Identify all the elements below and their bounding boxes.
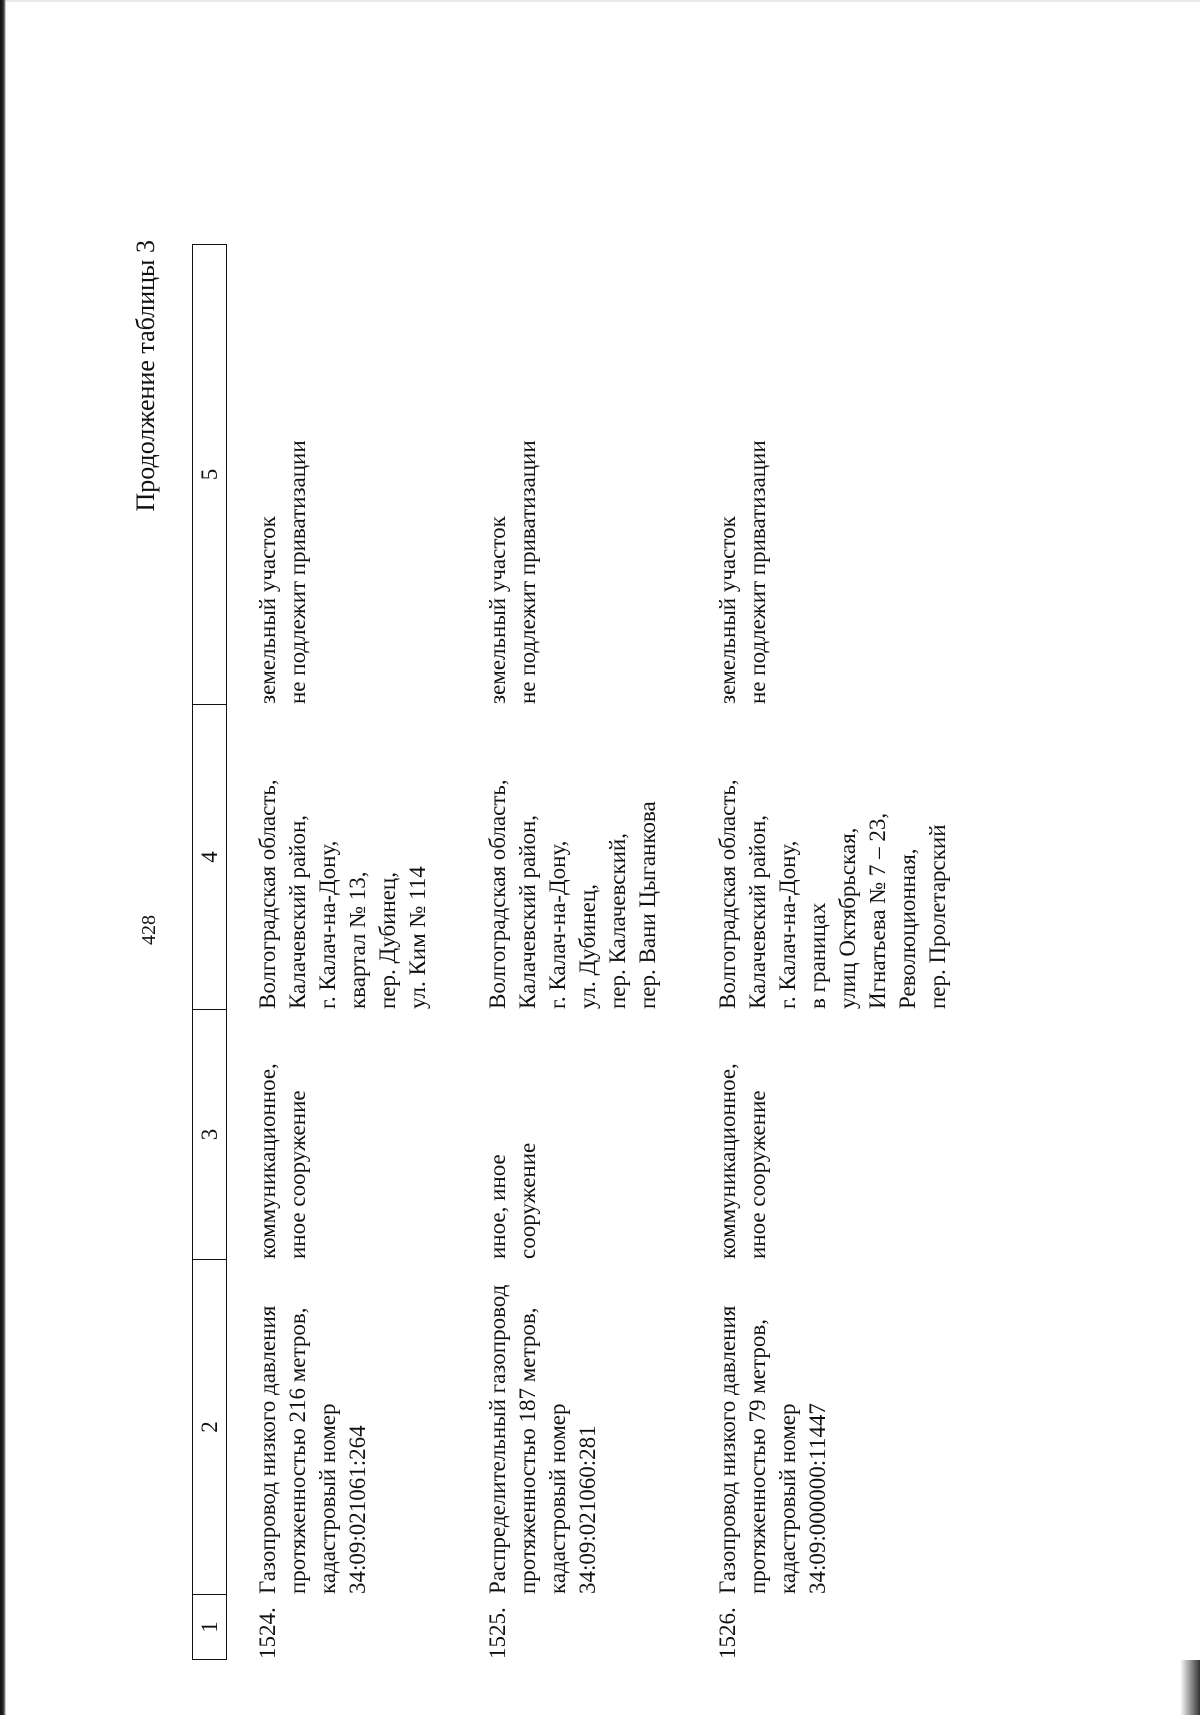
object-note: земельный участок не подлежит приватизации	[484, 440, 540, 704]
rotated-sheet	[130, 220, 1200, 1660]
object-name: Распределительный газопровод протяженностью 187 метров, кадастровый номер 34:09:021060:281	[484, 1284, 600, 1594]
object-note: земельный участок не подлежит приватизации	[254, 440, 310, 704]
object-name: Газопровод низкого давления протяженностью 79 метров, кадастровый номер 34:09:000000:11447	[714, 1305, 830, 1594]
column-header-3: 3	[193, 1010, 227, 1260]
object-address: Волгоградская область, Калачевский район, г. Калач-на-Дону, ул. Дубинец, пер. Калачевский, пер. Вани Цыганкова	[484, 779, 660, 1009]
object-type: иное, иное сооружение	[484, 1142, 540, 1259]
object-address: Волгоградская область, Калачевский район, г. Калач-на-Дону, квартал № 13, пер. Дубинец, ул. Ким № 114	[254, 779, 430, 1009]
row-number: 1526.	[714, 1607, 740, 1659]
table-row	[253, 245, 483, 1660]
object-type: коммуникационное, иное сооружение	[714, 1063, 770, 1259]
object-name: Газопровод низкого давления протяженностью 216 метров, кадастровый номер 34:09:021061:264	[254, 1305, 370, 1594]
table-header-row	[193, 245, 227, 1660]
scan-edge-left	[0, 0, 6, 1715]
column-header-4: 4	[193, 705, 227, 1010]
table-spacer	[227, 245, 253, 1660]
column-header-5: 5	[193, 245, 227, 705]
table-caption: Продолжение таблицы 3	[131, 240, 160, 512]
object-address: Волгоградская область, Калачевский район, г. Калач-на-Дону, в границах улиц Октябрьская, Игнатьева № 7 – 23, Революционная, пер. Пролетарский	[714, 779, 950, 1009]
table-row	[713, 245, 963, 1660]
scan-edge-corner	[1180, 1660, 1200, 1715]
object-type: коммуникационное, иное сооружение	[254, 1063, 310, 1259]
property-table	[192, 244, 963, 1660]
object-note: земельный участок не подлежит приватизации	[714, 440, 770, 704]
row-number: 1524.	[254, 1607, 280, 1659]
column-header-1: 1	[193, 1595, 227, 1660]
table-row	[483, 245, 713, 1660]
scan-edge-top	[0, 0, 1200, 2]
row-number: 1525.	[484, 1607, 510, 1659]
page-number: 428	[138, 915, 160, 945]
column-header-2: 2	[193, 1260, 227, 1595]
